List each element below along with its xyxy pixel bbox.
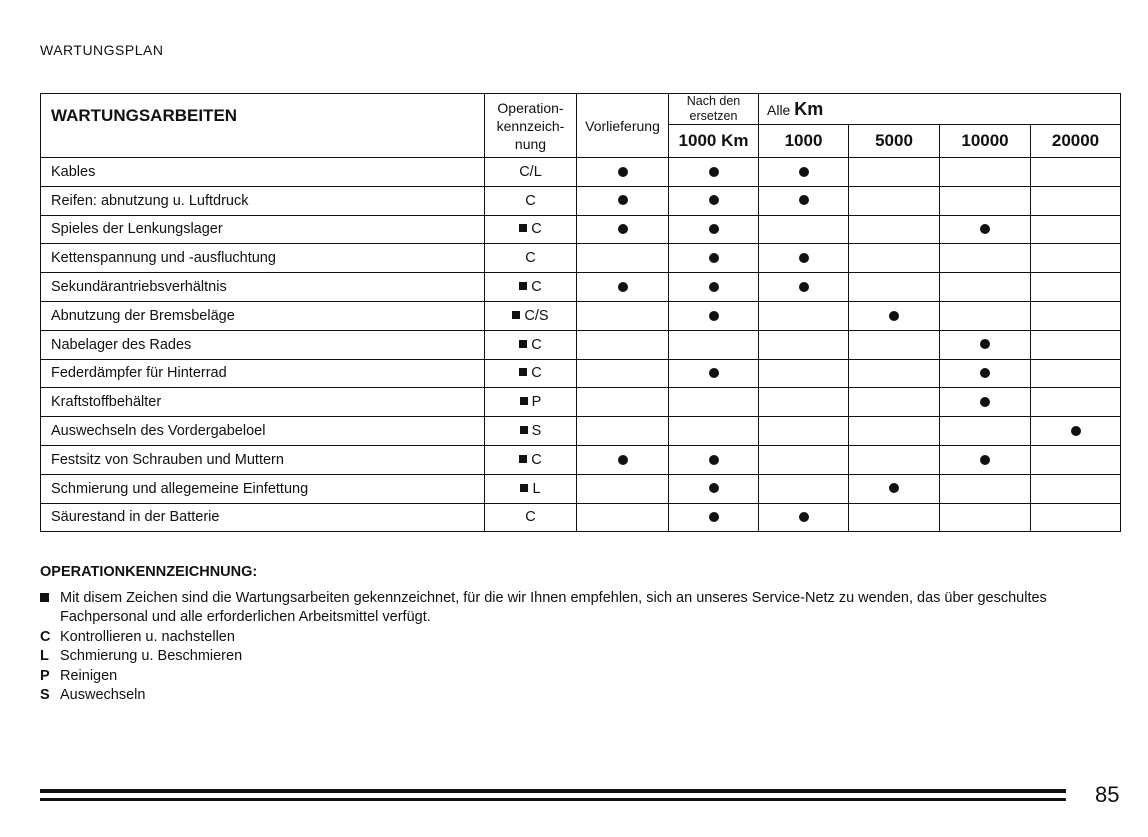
schedule-cell (669, 417, 759, 446)
operation-code-cell (485, 301, 577, 330)
schedule-cell (577, 388, 669, 417)
operation-code: C (525, 250, 536, 267)
task-label: Schmierung und allegemeine Einfettung (41, 474, 485, 503)
operation-code: P (531, 394, 542, 411)
header-operation (485, 94, 577, 158)
legend-key: S (40, 687, 50, 703)
legend-item (40, 628, 1130, 648)
table-body (41, 158, 1121, 532)
header-task: WARTUNGSARBEITEN (41, 94, 485, 158)
legend-items (40, 589, 1130, 706)
legend-text: Reinigen (60, 667, 118, 684)
schedule-cell (1031, 273, 1121, 302)
operation-code: C (531, 365, 542, 382)
task-label: Säurestand in der Batterie (41, 503, 485, 532)
schedule-cell (669, 301, 759, 330)
schedule-cell (577, 273, 669, 302)
schedule-cell (1031, 186, 1121, 215)
legend-key (40, 589, 60, 628)
schedule-cell (759, 445, 849, 474)
task-label: Spieles der Lenkungslager (41, 215, 485, 244)
schedule-cell (940, 158, 1031, 187)
schedule-cell (1031, 503, 1121, 532)
operation-code-cell (485, 215, 577, 244)
operation-code: C (531, 336, 542, 353)
service-square-icon (519, 340, 527, 348)
schedule-cell (1031, 330, 1121, 359)
schedule-cell (669, 330, 759, 359)
table-row (41, 273, 1121, 302)
service-square-icon (520, 484, 528, 492)
schedule-cell (759, 244, 849, 273)
schedule-cell (940, 301, 1031, 330)
bullet-dot-icon (889, 483, 899, 493)
schedule-cell (940, 215, 1031, 244)
schedule-cell (940, 474, 1031, 503)
schedule-cell (1031, 474, 1121, 503)
schedule-cell (577, 158, 669, 187)
schedule-cell (669, 158, 759, 187)
task-label: Abnutzung der Bremsbeläge (41, 301, 485, 330)
schedule-cell (759, 186, 849, 215)
task-label: Kables (41, 158, 485, 187)
bullet-dot-icon (709, 455, 719, 465)
bullet-dot-icon (618, 224, 628, 234)
schedule-cell (669, 186, 759, 215)
header-operation-text: Operation- kennzeich- nung (496, 99, 565, 152)
operation-code-cell (485, 244, 577, 273)
legend-text: Kontrollieren u. nachstellen (60, 628, 235, 645)
table-row (41, 186, 1121, 215)
operation-code-cell (485, 158, 577, 187)
table-row (41, 474, 1121, 503)
schedule-cell (940, 388, 1031, 417)
table-row (41, 301, 1121, 330)
legend-key: L (40, 648, 49, 664)
schedule-cell (849, 330, 940, 359)
schedule-cell (1031, 301, 1121, 330)
task-label: Kettenspannung und -ausfluchtung (41, 244, 485, 273)
schedule-cell (577, 186, 669, 215)
schedule-cell (669, 215, 759, 244)
schedule-cell (759, 474, 849, 503)
bullet-dot-icon (1071, 426, 1081, 436)
task-label: Reifen: abnutzung u. Luftdruck (41, 186, 485, 215)
bullet-dot-icon (709, 167, 719, 177)
operation-code: C (531, 451, 542, 468)
schedule-cell (577, 330, 669, 359)
service-square-icon (520, 426, 528, 434)
operation-code: C/L (519, 163, 542, 180)
table-row (41, 388, 1121, 417)
schedule-cell (759, 215, 849, 244)
service-square-icon (520, 397, 528, 405)
schedule-cell (1031, 359, 1121, 388)
schedule-cell (1031, 388, 1121, 417)
schedule-cell (669, 273, 759, 302)
header-replace-after (669, 94, 759, 125)
bullet-dot-icon (799, 253, 809, 263)
legend-item (40, 686, 1130, 706)
schedule-cell (669, 388, 759, 417)
service-square-icon (519, 224, 527, 232)
schedule-cell (940, 359, 1031, 388)
schedule-cell (759, 330, 849, 359)
legend-text: Mit disem Zeichen sind die Wartungsarbeiten gekennzeichnet, für die wir Ihnen empfehlen, sich an unseres Service-Netz zu wenden, das über geschultes Fachpersonal und alle erforderlichen Arbeitsmittel verfügt. (60, 589, 1047, 625)
bullet-dot-icon (980, 368, 990, 378)
header-interval: 20000 (1031, 125, 1121, 158)
operation-code: C (525, 192, 536, 209)
operation-code-cell (485, 186, 577, 215)
legend-text: Schmierung u. Beschmieren (60, 648, 243, 664)
header-first-interval: 1000 Km (669, 125, 759, 158)
bullet-dot-icon (709, 195, 719, 205)
schedule-cell (1031, 417, 1121, 446)
schedule-cell (849, 417, 940, 446)
operation-code-cell (485, 330, 577, 359)
task-label: Federdämpfer für Hinterrad (41, 359, 485, 388)
service-square-icon (519, 368, 527, 376)
legend-key: C (40, 628, 51, 645)
task-label: Auswechseln des Vordergabeloel (41, 417, 485, 446)
schedule-cell (759, 388, 849, 417)
table-row (41, 503, 1121, 532)
schedule-cell (849, 474, 940, 503)
schedule-cell (759, 359, 849, 388)
header-all-prefix: Alle (767, 101, 791, 118)
maintenance-schedule-table (40, 93, 1121, 532)
bullet-dot-icon (618, 282, 628, 292)
header-interval: 1000 (759, 125, 849, 158)
schedule-cell (759, 503, 849, 532)
schedule-cell (759, 158, 849, 187)
service-square-icon (519, 455, 527, 463)
schedule-cell (577, 244, 669, 273)
bullet-dot-icon (709, 282, 719, 292)
service-square-icon (512, 311, 520, 319)
legend-text: Auswechseln (60, 687, 146, 703)
schedule-cell (849, 273, 940, 302)
schedule-cell (940, 273, 1031, 302)
legend-item (40, 589, 1130, 628)
schedule-cell (940, 445, 1031, 474)
schedule-cell (669, 359, 759, 388)
operation-code: C (525, 509, 536, 526)
schedule-cell (1031, 158, 1121, 187)
operation-code-cell (485, 417, 577, 446)
schedule-cell (849, 445, 940, 474)
operation-code-cell (485, 388, 577, 417)
operation-code-cell (485, 445, 577, 474)
bullet-dot-icon (799, 282, 809, 292)
schedule-cell (1031, 215, 1121, 244)
bullet-dot-icon (618, 455, 628, 465)
bullet-dot-icon (618, 167, 628, 177)
legend-title: OPERATIONKENNZEICHNUNG: (40, 564, 258, 580)
legend (40, 563, 1130, 706)
schedule-cell (940, 503, 1031, 532)
schedule-cell (849, 388, 940, 417)
bullet-dot-icon (709, 368, 719, 378)
schedule-cell (849, 503, 940, 532)
bullet-dot-icon (618, 195, 628, 205)
table-row (41, 244, 1121, 273)
footer-rule (40, 789, 1066, 793)
operation-code: C (531, 221, 542, 238)
schedule-cell (577, 445, 669, 474)
table-row (41, 215, 1121, 244)
table-row (41, 445, 1121, 474)
schedule-cell (849, 215, 940, 244)
bullet-dot-icon (980, 339, 990, 349)
legend-item (40, 647, 1130, 667)
table-row (41, 417, 1121, 446)
schedule-cell (669, 445, 759, 474)
operation-code-cell (485, 474, 577, 503)
task-label: Festsitz von Schrauben und Muttern (41, 445, 485, 474)
legend-item (40, 667, 1130, 687)
bullet-dot-icon (709, 224, 719, 234)
table-row (41, 330, 1121, 359)
schedule-cell (577, 301, 669, 330)
bullet-dot-icon (980, 397, 990, 407)
header-interval: 10000 (940, 125, 1031, 158)
header-interval: 5000 (849, 125, 940, 158)
header-all-km (759, 94, 1121, 125)
header-all-unit: Km (794, 98, 824, 119)
schedule-cell (577, 474, 669, 503)
page-heading: WARTUNGSPLAN (40, 42, 164, 58)
operation-code: C/S (524, 307, 549, 324)
schedule-cell (669, 244, 759, 273)
operation-code: C (531, 279, 542, 296)
task-label: Nabelager des Rades (41, 330, 485, 359)
bullet-dot-icon (980, 455, 990, 465)
bullet-dot-icon (889, 311, 899, 321)
table-row (41, 359, 1121, 388)
operation-code-cell (485, 273, 577, 302)
table-row (41, 158, 1121, 187)
operation-code: S (531, 423, 542, 440)
bullet-dot-icon (799, 167, 809, 177)
schedule-cell (849, 158, 940, 187)
service-square-icon (519, 282, 527, 290)
schedule-cell (577, 417, 669, 446)
schedule-cell (940, 417, 1031, 446)
operation-code-cell (485, 359, 577, 388)
schedule-cell (940, 330, 1031, 359)
bullet-dot-icon (799, 512, 809, 522)
schedule-cell (849, 244, 940, 273)
schedule-cell (1031, 445, 1121, 474)
schedule-cell (669, 474, 759, 503)
service-square-icon (40, 593, 49, 602)
footer-rule (40, 798, 1066, 801)
bullet-dot-icon (799, 195, 809, 205)
schedule-cell (759, 273, 849, 302)
schedule-cell (940, 186, 1031, 215)
schedule-cell (577, 215, 669, 244)
legend-key: P (40, 667, 50, 684)
schedule-cell (849, 301, 940, 330)
operation-code: L (532, 480, 541, 497)
task-label: Sekundärantriebsverhältnis (41, 273, 485, 302)
schedule-cell (577, 359, 669, 388)
schedule-cell (759, 417, 849, 446)
schedule-cell (849, 186, 940, 215)
schedule-cell (759, 301, 849, 330)
bullet-dot-icon (709, 483, 719, 493)
schedule-cell (577, 503, 669, 532)
operation-code-cell (485, 503, 577, 532)
page-number: 85 (1095, 782, 1120, 807)
bullet-dot-icon (709, 512, 719, 522)
schedule-cell (849, 359, 940, 388)
bullet-dot-icon (980, 224, 990, 234)
schedule-cell (669, 503, 759, 532)
header-predelivery: Vorlieferung (577, 94, 669, 158)
task-label: Kraftstoffbehälter (41, 388, 485, 417)
schedule-cell (940, 244, 1031, 273)
schedule-cell (1031, 244, 1121, 273)
bullet-dot-icon (709, 253, 719, 263)
bullet-dot-icon (709, 311, 719, 321)
header-replace-after-text: Nach den ersetzen (686, 94, 741, 123)
